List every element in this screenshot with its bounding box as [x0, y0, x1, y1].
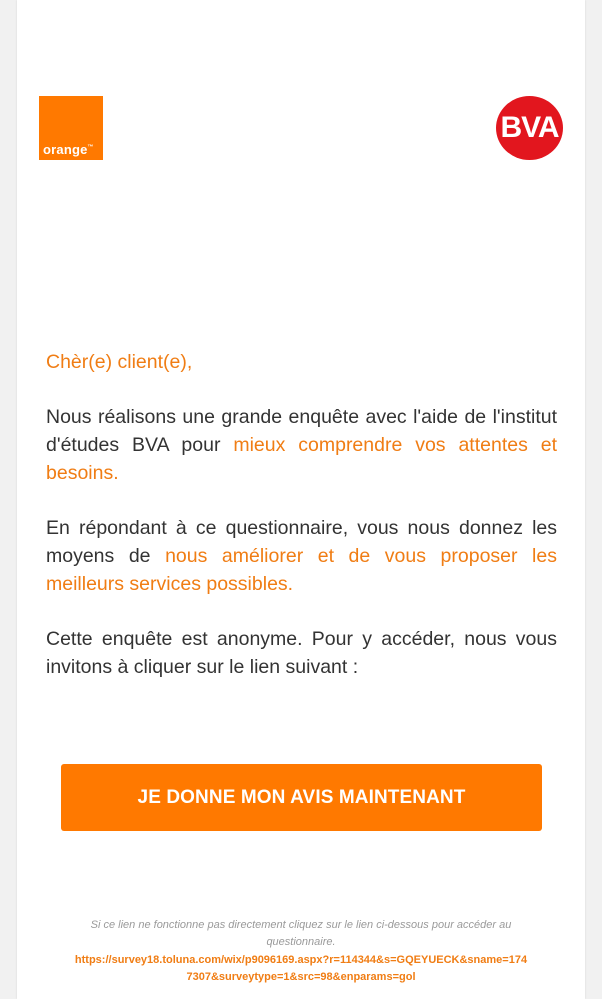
bva-logo-text: BVA: [500, 111, 559, 144]
bva-logo: [496, 96, 563, 160]
email-body: [46, 348, 557, 708]
email-card: [17, 0, 585, 999]
paragraph-2-highlight: nous améliorer et de vous proposer les meilleurs services possibles.: [46, 545, 557, 595]
survey-link[interactable]: https://survey18.toluna.com/wix/p9096169.aspx?r=114344&s=GQEYUECK&sname=1747307&surveytype=1&src=98&enparams=gol: [74, 954, 528, 983]
paragraph-3: Cette enquête est anonyme. Pour y accéder, nous vous invitons à cliquer sur le lien suivant :: [46, 628, 557, 678]
fallback-note: Si ce lien ne fonctionne pas directement cliquez sur le lien ci-dessous pour accéder au questionnaire.: [90, 919, 512, 948]
paragraph-1-highlight: mieux comprendre vos attentes et besoins.: [46, 434, 557, 484]
paragraph-1: Nous réalisons une grande enquête avec l'aide de l'institut d'études BVA pour mieux comprendre vos attentes et besoins.: [46, 406, 557, 484]
greeting: Chèr(e) client(e),: [46, 351, 193, 373]
give-opinion-button[interactable]: JE DONNE MON AVIS MAINTENANT: [61, 764, 542, 831]
paragraph-2: En répondant à ce questionnaire, vous nous donnez les moyens de nous améliorer et de vous proposer les meilleurs services possibles.: [46, 517, 557, 595]
orange-logo-text: orange™: [43, 142, 94, 157]
orange-logo: [39, 96, 103, 160]
